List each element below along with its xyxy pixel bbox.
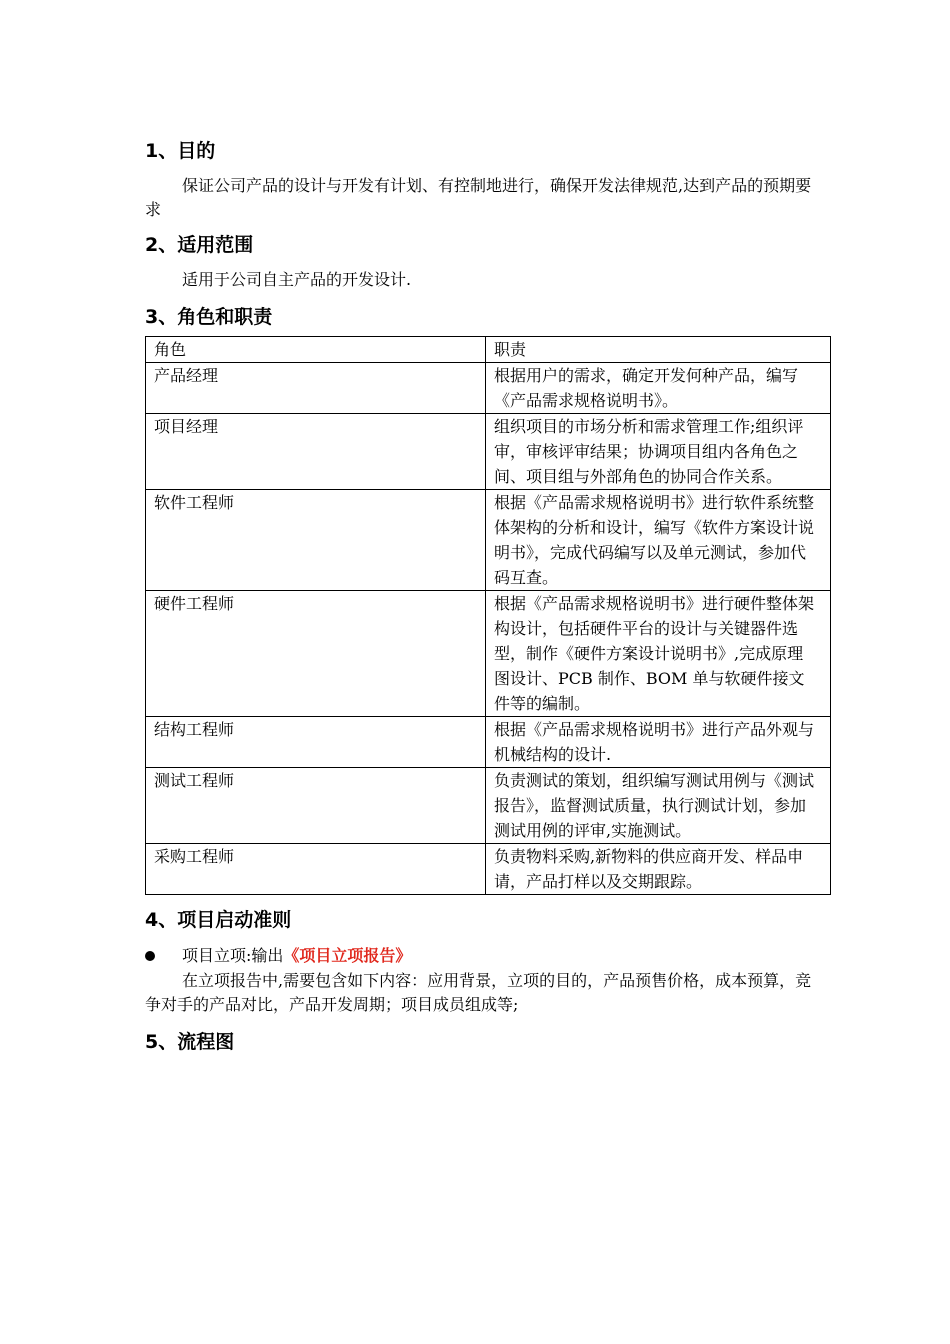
roles-table — [145, 336, 831, 895]
table-row — [146, 844, 831, 895]
project-report-highlight: 《项目立项报告》 — [283, 946, 412, 965]
table-row — [146, 490, 831, 591]
duty-cell: 负责测试的策划，组织编写测试用例与《测试报告》，监督测试质量，执行测试计划，参加测试用例的评审,实施测试。 — [486, 768, 831, 844]
startup-bullet — [145, 943, 825, 969]
role-cell: 项目经理 — [146, 414, 486, 490]
duty-cell: 组织项目的市场分析和需求管理工作;组织评审，审核评审结果；协调项目组内各角色之间、项目组与外部角色的协同合作关系。 — [486, 414, 831, 490]
bullet-dot-icon — [145, 951, 155, 961]
section-heading-purpose: 1、目的 — [145, 140, 216, 162]
table-row — [146, 717, 831, 768]
role-cell: 结构工程师 — [146, 717, 486, 768]
section-heading-flowchart: 5、流程图 — [145, 1031, 235, 1053]
table-row — [146, 363, 831, 414]
duty-cell: 负责物料采购,新物料的供应商开发、样品申请，产品打样以及交期跟踪。 — [486, 844, 831, 895]
role-cell: 采购工程师 — [146, 844, 486, 895]
table-row — [146, 768, 831, 844]
section-heading-scope: 2、适用范围 — [145, 234, 254, 256]
header-duty: 职责 — [486, 337, 831, 363]
table-header-row — [146, 337, 831, 363]
role-cell: 测试工程师 — [146, 768, 486, 844]
role-cell: 软件工程师 — [146, 490, 486, 591]
purpose-text: 保证公司产品的设计与开发有计划、有控制地进行，确保开发法律规范,达到产品的预期要求 — [145, 176, 812, 219]
duty-cell: 根据《产品需求规格说明书》进行硬件整体架构设计，包括硬件平台的设计与关键器件选型，制作《硬件方案设计说明书》,完成原理图设计、PCB 制作、BOM 单与软硬件接文件等的编制。 — [486, 591, 831, 717]
section-heading-startup: 4、项目启动准则 — [145, 909, 292, 931]
duty-cell: 根据《产品需求规格说明书》进行产品外观与机械结构的设计. — [486, 717, 831, 768]
role-cell: 硬件工程师 — [146, 591, 486, 717]
header-role: 角色 — [146, 337, 486, 363]
bullet-prefix: 项目立项:输出 — [182, 946, 284, 965]
document-content — [145, 134, 825, 1059]
duty-cell: 根据《产品需求规格说明书》进行软件系统整体架构的分析和设计，编写《软件方案设计说明书》，完成代码编写以及单元测试，参加代码互查。 — [486, 490, 831, 591]
role-cell: 产品经理 — [146, 363, 486, 414]
table-row — [146, 591, 831, 717]
scope-text: 适用于公司自主产品的开发设计. — [182, 270, 412, 289]
section-heading-roles: 3、角色和职责 — [145, 306, 273, 328]
table-row — [146, 414, 831, 490]
startup-text: 在立项报告中,需要包含如下内容：应用背景，立项的目的，产品预售价格，成本预算，竞争对手的产品对比，产品开发周期；项目成员组成等; — [145, 971, 812, 1014]
duty-cell: 根据用户的需求，确定开发何种产品，编写《产品需求规格说明书》。 — [486, 363, 831, 414]
